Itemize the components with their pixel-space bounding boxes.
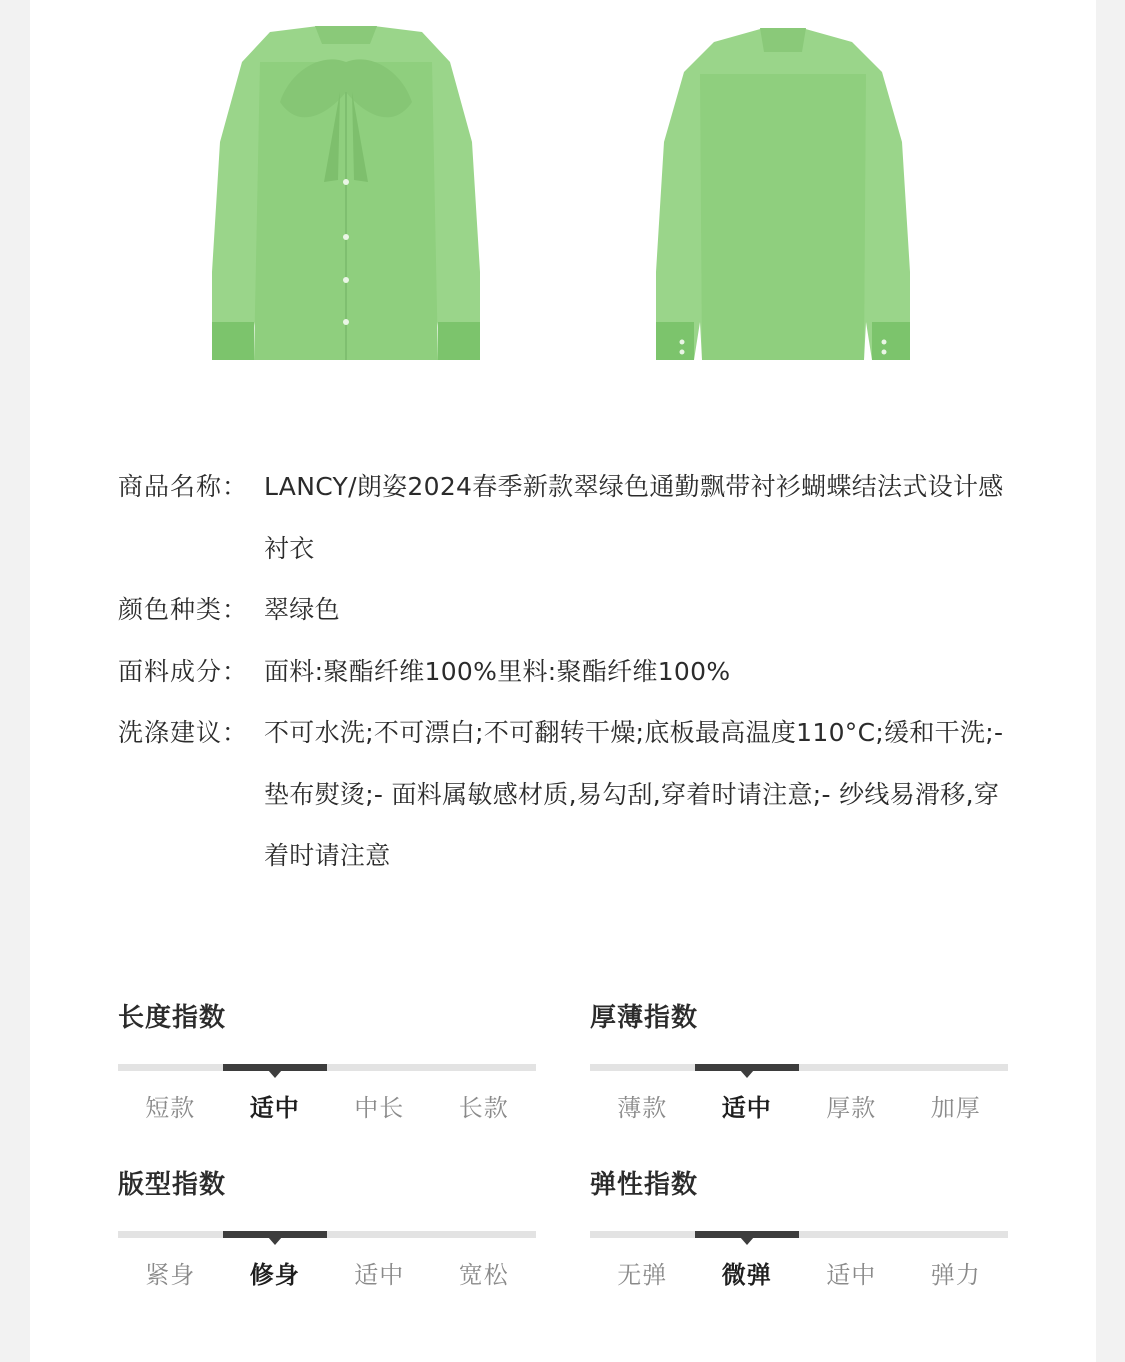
scale-caret-icon [268, 1070, 282, 1078]
index-scale [118, 1061, 536, 1070]
index-option: 微弹 [721, 1261, 772, 1289]
fit-index [118, 1165, 536, 1290]
index-option: 适中 [826, 1261, 877, 1289]
index-option: 无弹 [617, 1261, 668, 1289]
index-title: 弹性指数 [590, 1170, 699, 1200]
info-row-material [118, 641, 1018, 703]
info-value: LANCY/朗姿2024春季新款翠绿色通勤飘带衬衫蝴蝶结法式设计感衬衣 [264, 472, 1004, 563]
index-option: 宽松 [458, 1261, 509, 1289]
index-option: 加厚 [930, 1094, 981, 1122]
index-scale [590, 1228, 1008, 1237]
index-option: 长款 [458, 1094, 509, 1122]
index-options [590, 1088, 1008, 1123]
index-option: 适中 [721, 1094, 772, 1122]
index-option: 紧身 [145, 1261, 196, 1289]
product-image-back [652, 22, 914, 362]
index-option: 厚款 [826, 1094, 877, 1122]
index-option: 弹力 [930, 1261, 981, 1289]
index-options [590, 1255, 1008, 1290]
elasticity-index [590, 1165, 1008, 1290]
info-label: 面料成分： [118, 656, 249, 686]
index-title: 厚薄指数 [590, 1003, 699, 1033]
index-option: 薄款 [617, 1094, 668, 1122]
scale-caret-icon [740, 1070, 754, 1078]
index-option: 短款 [145, 1094, 196, 1122]
length-index [118, 998, 536, 1123]
info-label: 颜色种类： [118, 595, 249, 624]
index-options [118, 1255, 536, 1290]
info-value: 不可水洗;不可漂白;不可翻转干燥;底板最高温度110°C;缓和干洗;- 垫布熨烫;- 面料属敏感材质,易勾刮,穿着时请注意;- 纱线易滑移,穿着时请注意 [264, 718, 1004, 870]
info-row-name [118, 456, 1018, 579]
thickness-index [590, 998, 1008, 1123]
index-scale [590, 1061, 1008, 1070]
info-row-color [118, 579, 1018, 641]
scale-caret-icon [740, 1237, 754, 1245]
product-info-table [118, 456, 1018, 887]
scale-track [590, 1231, 1008, 1238]
product-detail-page [30, 0, 1096, 1362]
index-title: 长度指数 [118, 1003, 227, 1033]
info-label: 商品名称： [118, 472, 249, 501]
index-title: 版型指数 [118, 1170, 227, 1200]
info-value: 面料:聚酯纤维100%里料:聚酯纤维100% [264, 656, 731, 686]
index-scale [118, 1228, 536, 1237]
info-value: 翠绿色 [264, 595, 340, 624]
scale-caret-icon [268, 1237, 282, 1245]
index-option: 修身 [249, 1261, 300, 1289]
scale-track [590, 1064, 1008, 1071]
scale-track [118, 1064, 536, 1071]
index-option: 中长 [354, 1094, 405, 1122]
scale-track [118, 1231, 536, 1238]
index-option: 适中 [249, 1094, 300, 1122]
index-option: 适中 [354, 1261, 405, 1289]
info-label: 洗涤建议： [118, 718, 249, 747]
index-options [118, 1088, 536, 1123]
info-row-care [118, 702, 1018, 887]
product-image-front [210, 22, 482, 362]
